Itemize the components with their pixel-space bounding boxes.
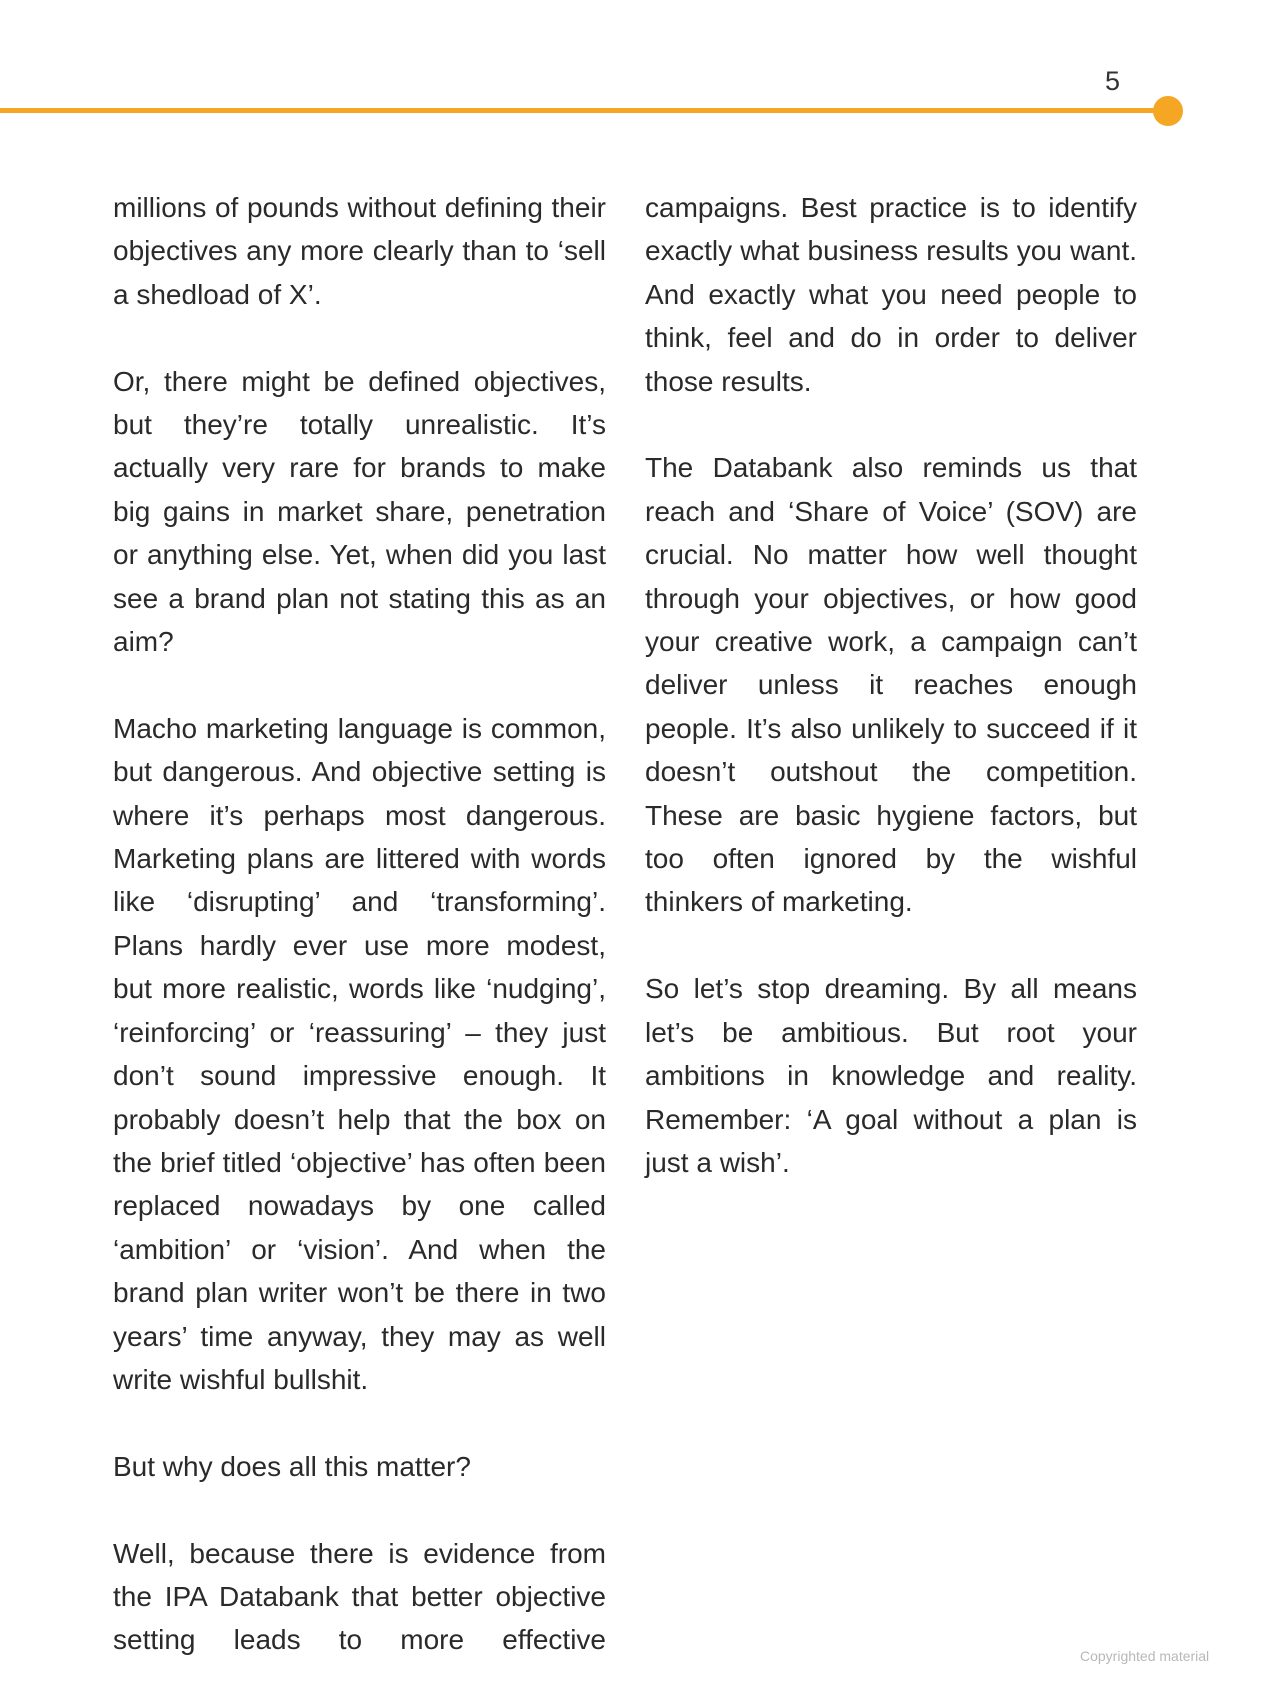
- page-number: 5: [1104, 66, 1120, 96]
- right-column: [645, 186, 1137, 1184]
- left-column: [113, 186, 606, 1662]
- left-paragraph-3: Macho marketing language is common, but dangerous. And objective setting is where it’s perhaps most dangerous. Marketing plans are littered with words like ‘disrupting’ and ‘transforming’. Plans hardly ever use more modest, but more realistic, words like ‘nudging’, ‘reinforcing’ or ‘reassuring’ – they just don’t sound impressive enough. It probably doesn’t help that the box on the brief titled ‘objective’ has often been replaced nowadays by one called ‘ambition’ or ‘vision’. And when the brand plan writer won’t be there in two years’ time anyway, they may as well write wishful bullshit.: [113, 712, 606, 1395]
- copyright-notice: Copyrighted material: [1080, 1648, 1210, 1664]
- right-paragraph-2: The Databank also reminds us that reach and ‘Share of Voice’ (SOV) are crucial. No matter how well thought through your objectives, or how good your creative work, a campaign can’t deliver unless it reaches enough people. It’s also unlikely to succeed if it doesn’t outshout the competition. These are basic hygiene factors, but too often ignored by the wishful thinkers of marketing.: [645, 452, 1137, 918]
- right-paragraph-1: campaigns. Best practice is to identify exactly what business results you want. And exactly what you need people to think, feel and do in order to deliver those results.: [645, 192, 1137, 397]
- left-paragraph-1: millions of pounds without defining their objectives any more clearly than to ‘sell a shedload of X’.: [113, 192, 606, 310]
- header-rule-dot: [1153, 96, 1183, 126]
- left-paragraph-2: Or, there might be defined objectives, but they’re totally unrealistic. It’s actually very rare for brands to make big gains in market share, penetration or anything else. Yet, when did you last see a brand plan not stating this as an aim?: [113, 365, 606, 658]
- left-paragraph-4: But why does all this matter?: [113, 1450, 471, 1482]
- right-paragraph-3: So let’s stop dreaming. By all means let’s be ambitious. But root your ambitions in knowledge and reality. Remember: ‘A goal without a plan is just a wish’.: [645, 973, 1137, 1178]
- left-paragraph-5: Well, because there is evidence from the IPA Databank that better objective setting leads to more effective: [113, 1537, 606, 1656]
- header-rule: [0, 108, 1166, 113]
